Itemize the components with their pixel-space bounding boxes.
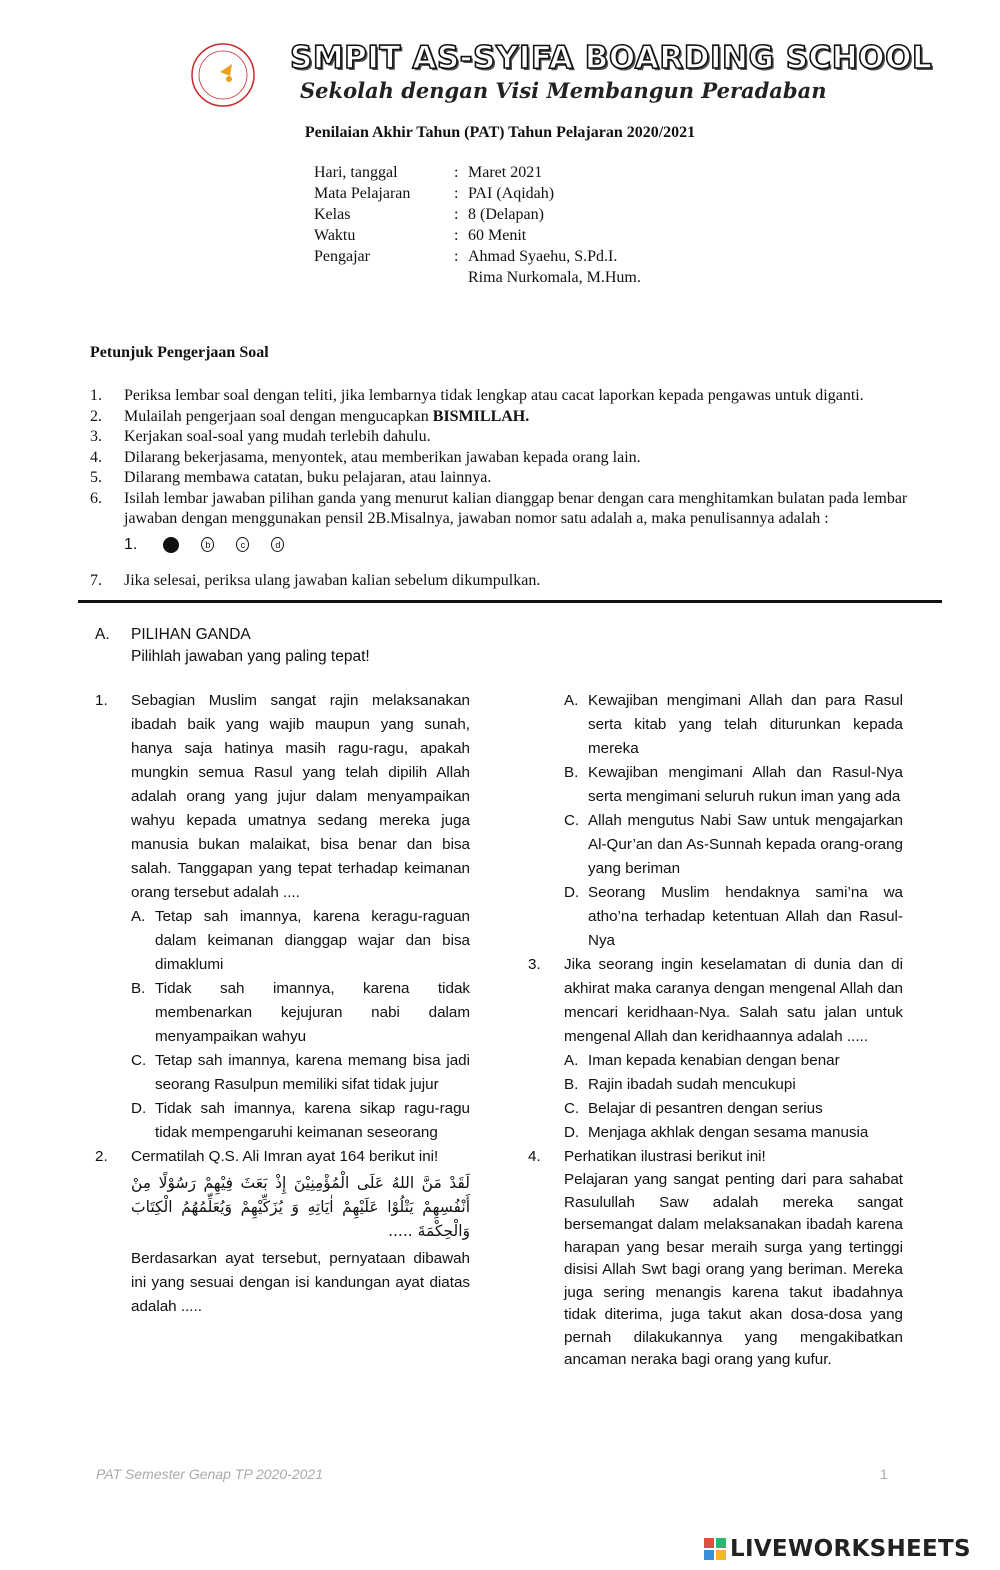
answer-example: [124, 535, 956, 556]
brand-name: LIVEWORKSHEETS: [730, 1536, 971, 1562]
section-subtitle: Pilihlah jawaban yang paling tepat!: [131, 648, 370, 665]
option-c[interactable]: [564, 1097, 903, 1121]
info-label: Hari, tanggal: [314, 164, 398, 181]
info-row-class: [314, 204, 641, 225]
instruction-num: 1.: [90, 387, 102, 404]
instruction-text: Isilah lembar jawaban pilihan ganda yang menurut kalian dianggap benar dengan cara menghitamkan bulatan pada lembar jawaban dengan menggunakan pensil 2B.Misalnya, jawaban nomor satu adalah a, maka penulisannya adalah :: [124, 489, 908, 527]
info-label: Pengajar: [314, 248, 370, 265]
option-a[interactable]: [564, 689, 903, 761]
question-num: 4.: [528, 1148, 541, 1165]
footer-text: PAT Semester Genap TP 2020-2021: [96, 1466, 323, 1482]
instruction-item: [90, 571, 956, 592]
example-num: 1.: [124, 535, 138, 553]
info-label: Kelas: [314, 206, 351, 223]
instruction-num: 2.: [90, 407, 102, 425]
info-row-subject: [314, 183, 641, 204]
option-letter: D.: [131, 1100, 147, 1117]
info-colon: :: [454, 206, 459, 223]
info-row-time: [314, 225, 641, 246]
question-passage: Pelajaran yang sangat penting dari para sahabat Rasulullah Saw adalah mereka sangat bersemangat dalam melaksanakan ibadah karena harapan yang besar meraih surga yang tertinggi disisi Allah Swt bagi orang yang beriman. Mereka juga sering menangis karena takut ibadahnya tidak diterima, juga takut akan dosa-dosa yang pernah dilakukannya yang mengakibatkan ancaman neraka bagi orang yang kufur.: [564, 1171, 903, 1368]
question-text: Perhatikan ilustrasi berikut ini!: [564, 1148, 766, 1165]
bubble-b: b: [201, 537, 214, 552]
instructions-list: [90, 386, 956, 592]
option-text: Tetap sah imannya, karena memang bisa jadi seorang Rasulpun memiliki sifat tidak jujur: [155, 1052, 470, 1093]
instruction-text-part: Mulailah pengerjaan soal dengan mengucapkan: [124, 407, 433, 425]
info-value: 60 Menit: [468, 227, 527, 244]
option-letter: A.: [564, 692, 579, 709]
instruction-text: Periksa lembar soal dengan teliti, jika lembarnya tidak lengkap atau cacat laporkan kepada pengawas untuk diganti.: [124, 387, 864, 404]
instruction-bold: BISMILLAH.: [432, 407, 530, 425]
instruction-item: [90, 427, 956, 448]
question-followup: Berdasarkan ayat tersebut, pernyataan dibawah ini yang sesuai dengan isi kandungan ayat diatas adalah .....: [131, 1250, 470, 1315]
option-text: Rajin ibadah sudah mencukupi: [588, 1076, 796, 1093]
option-b[interactable]: [564, 761, 903, 809]
bubble-c: c: [236, 537, 249, 552]
option-text: Allah mengutus Nabi Saw untuk mengajarkan Al-Qur’an dan As-Sunnah kepada orang-orang yang beriman: [588, 812, 903, 877]
option-a[interactable]: [564, 1049, 903, 1073]
school-motto: Sekolah dengan Visi Membangun Peradaban: [300, 78, 827, 103]
option-letter: C.: [131, 1052, 147, 1069]
instruction-item: [90, 448, 956, 469]
option-text: Menjaga akhlak dengan sesama manusia: [588, 1124, 869, 1141]
info-colon: :: [454, 248, 459, 265]
instruction-item: [90, 489, 956, 530]
info-label: Waktu: [314, 227, 356, 244]
bubble-d: d: [271, 537, 284, 552]
question-num: 3.: [528, 956, 541, 973]
option-letter: A.: [564, 1052, 579, 1069]
instruction-item: [90, 386, 956, 407]
option-text: Tidak sah imannya, karena tidak membenarkan kejujuran nabi dalam menyampaikan wahyu: [155, 980, 470, 1045]
instruction-num: 3.: [90, 428, 102, 445]
question-text: Cermatilah Q.S. Ali Imran ayat 164 berikut ini!: [131, 1148, 439, 1165]
info-row-teacher: [314, 246, 641, 267]
section-title: PILIHAN GANDA: [131, 626, 251, 643]
option-letter: A.: [131, 908, 146, 925]
question-3: [528, 953, 903, 1145]
option-a[interactable]: [131, 905, 470, 977]
option-d[interactable]: [564, 881, 903, 953]
info-teacher-2: Rima Nurkomala, M.Hum.: [468, 269, 641, 286]
option-d[interactable]: [131, 1097, 470, 1145]
quran-verse: لَقَدْ مَنَّ اللهُ عَلَى الْمُؤْمِنِيْنَ إِذْ بَعَثَ فِيْهِمْ رَسُوْلًا مِنْ أَنْفُسِهِمْ يَتْلُوْا عَلَيْهِمْ اٰيَاتِهِ وَ يُزَكِّيْهِمْ وَيُعَلِّمُهُمُ الْكِتَابَ وَالْحِكْمَةَ .....: [131, 1174, 470, 1240]
instruction-item: [90, 468, 956, 489]
option-c[interactable]: [564, 809, 903, 881]
info-colon: :: [454, 185, 459, 202]
instruction-num: 4.: [90, 448, 102, 466]
option-b[interactable]: [564, 1073, 903, 1097]
instruction-item: [90, 407, 956, 428]
instruction-text: Jika selesai, periksa ulang jawaban kalian sebelum dikumpulkan.: [124, 572, 541, 589]
option-text: Belajar di pesantren dengan serius: [588, 1100, 823, 1117]
info-colon: :: [454, 227, 459, 244]
option-letter: D.: [564, 884, 580, 901]
exam-info: [314, 162, 641, 288]
question-2-options: [528, 689, 903, 953]
question-1: [95, 689, 470, 1145]
instruction-num: 6.: [90, 489, 102, 507]
info-label: Mata Pelajaran: [314, 185, 411, 202]
option-text: Kewajiban mengimani Allah dan Rasul-Nya serta mengimani seluruh rukun iman yang ada: [588, 764, 903, 805]
section-a-header: [95, 624, 370, 668]
option-letter: D.: [564, 1124, 580, 1141]
liveworksheets-logo[interactable]: [704, 1536, 971, 1562]
option-letter: C.: [564, 812, 580, 829]
section-label: A.: [95, 626, 110, 643]
option-d[interactable]: [564, 1121, 903, 1145]
page-number: 1: [880, 1466, 888, 1482]
question-num: 2.: [95, 1148, 108, 1165]
instruction-text: Dilarang bekerjasama, menyontek, atau memberikan jawaban kepada orang lain.: [124, 448, 641, 466]
instructions-title: Petunjuk Pengerjaan Soal: [90, 344, 269, 361]
exam-title: Penilaian Akhir Tahun (PAT) Tahun Pelajaran 2020/2021: [304, 124, 696, 141]
instruction-text: Dilarang membawa catatan, buku pelajaran, atau lainnya.: [124, 469, 492, 486]
instruction-num: 7.: [90, 572, 102, 589]
option-letter: B.: [564, 764, 579, 781]
option-c[interactable]: [131, 1049, 470, 1097]
question-text: Jika seorang ingin keselamatan di dunia dan di akhirat maka caranya dengan mengenal Allah dan mencari keridhaan-Nya. Salah satu jalan untuk mengenal Allah dan keridhaannya adalah .....: [564, 956, 903, 1045]
info-value: 8 (Delapan): [468, 206, 544, 223]
option-letter: B.: [564, 1076, 579, 1093]
filled-bubble-icon: [163, 537, 179, 553]
info-value: PAI (Aqidah): [468, 185, 555, 202]
option-text: Tetap sah imannya, karena keragu-raguan dalam keimanan dianggap wajar dan bisa dimaklumi: [155, 908, 470, 973]
info-value: Maret 2021: [468, 164, 543, 181]
divider: [78, 600, 942, 603]
school-name: SMPIT AS-SYIFA BOARDING SCHOOL: [290, 40, 933, 76]
info-colon: :: [454, 164, 459, 181]
option-text: Seorang Muslim hendaknya sami’na wa atho’na terhadap ketentuan Allah dan Rasul-Nya: [588, 884, 903, 949]
info-row-date: [314, 162, 641, 183]
question-2: [95, 1145, 470, 1319]
option-b[interactable]: [131, 977, 470, 1049]
question-num: 1.: [95, 692, 108, 709]
info-value: Ahmad Syaehu, S.Pd.I.: [468, 248, 618, 265]
school-logo: [190, 42, 256, 108]
instruction-text: Kerjakan soal-soal yang mudah terlebih dahulu.: [124, 428, 431, 445]
instruction-num: 5.: [90, 469, 102, 486]
liveworksheets-icon: [704, 1538, 726, 1560]
column-left: [95, 689, 470, 1319]
question-text: Sebagian Muslim sangat rajin melaksanakan ibadah baik yang wajib maupun yang sunah, hanya saja hatinya masih ragu-ragu, apakah mungkin semua Rasul yang telah dipilih Allah adalah orang yang jujur dalam menyampaikan wahyu kepada umatnya sedang mereka juga manusia bukan malaikat, bisa benar dan bisa salah. Tanggapan yang tepat terhadap keimanan orang tersebut adalah ....: [131, 692, 470, 901]
option-text: Iman kepada kenabian dengan benar: [588, 1052, 840, 1069]
column-right: [528, 689, 903, 1372]
option-text: Tidak sah imannya, karena sikap ragu-ragu tidak mempengaruhi keimanan seseorang: [155, 1100, 470, 1141]
instruction-text: [124, 407, 956, 428]
question-4: [528, 1145, 903, 1372]
option-text: Kewajiban mengimani Allah dan para Rasul serta kitab yang telah diturunkan kepada mereka: [588, 692, 903, 757]
option-letter: B.: [131, 980, 146, 997]
option-letter: C.: [564, 1100, 580, 1117]
